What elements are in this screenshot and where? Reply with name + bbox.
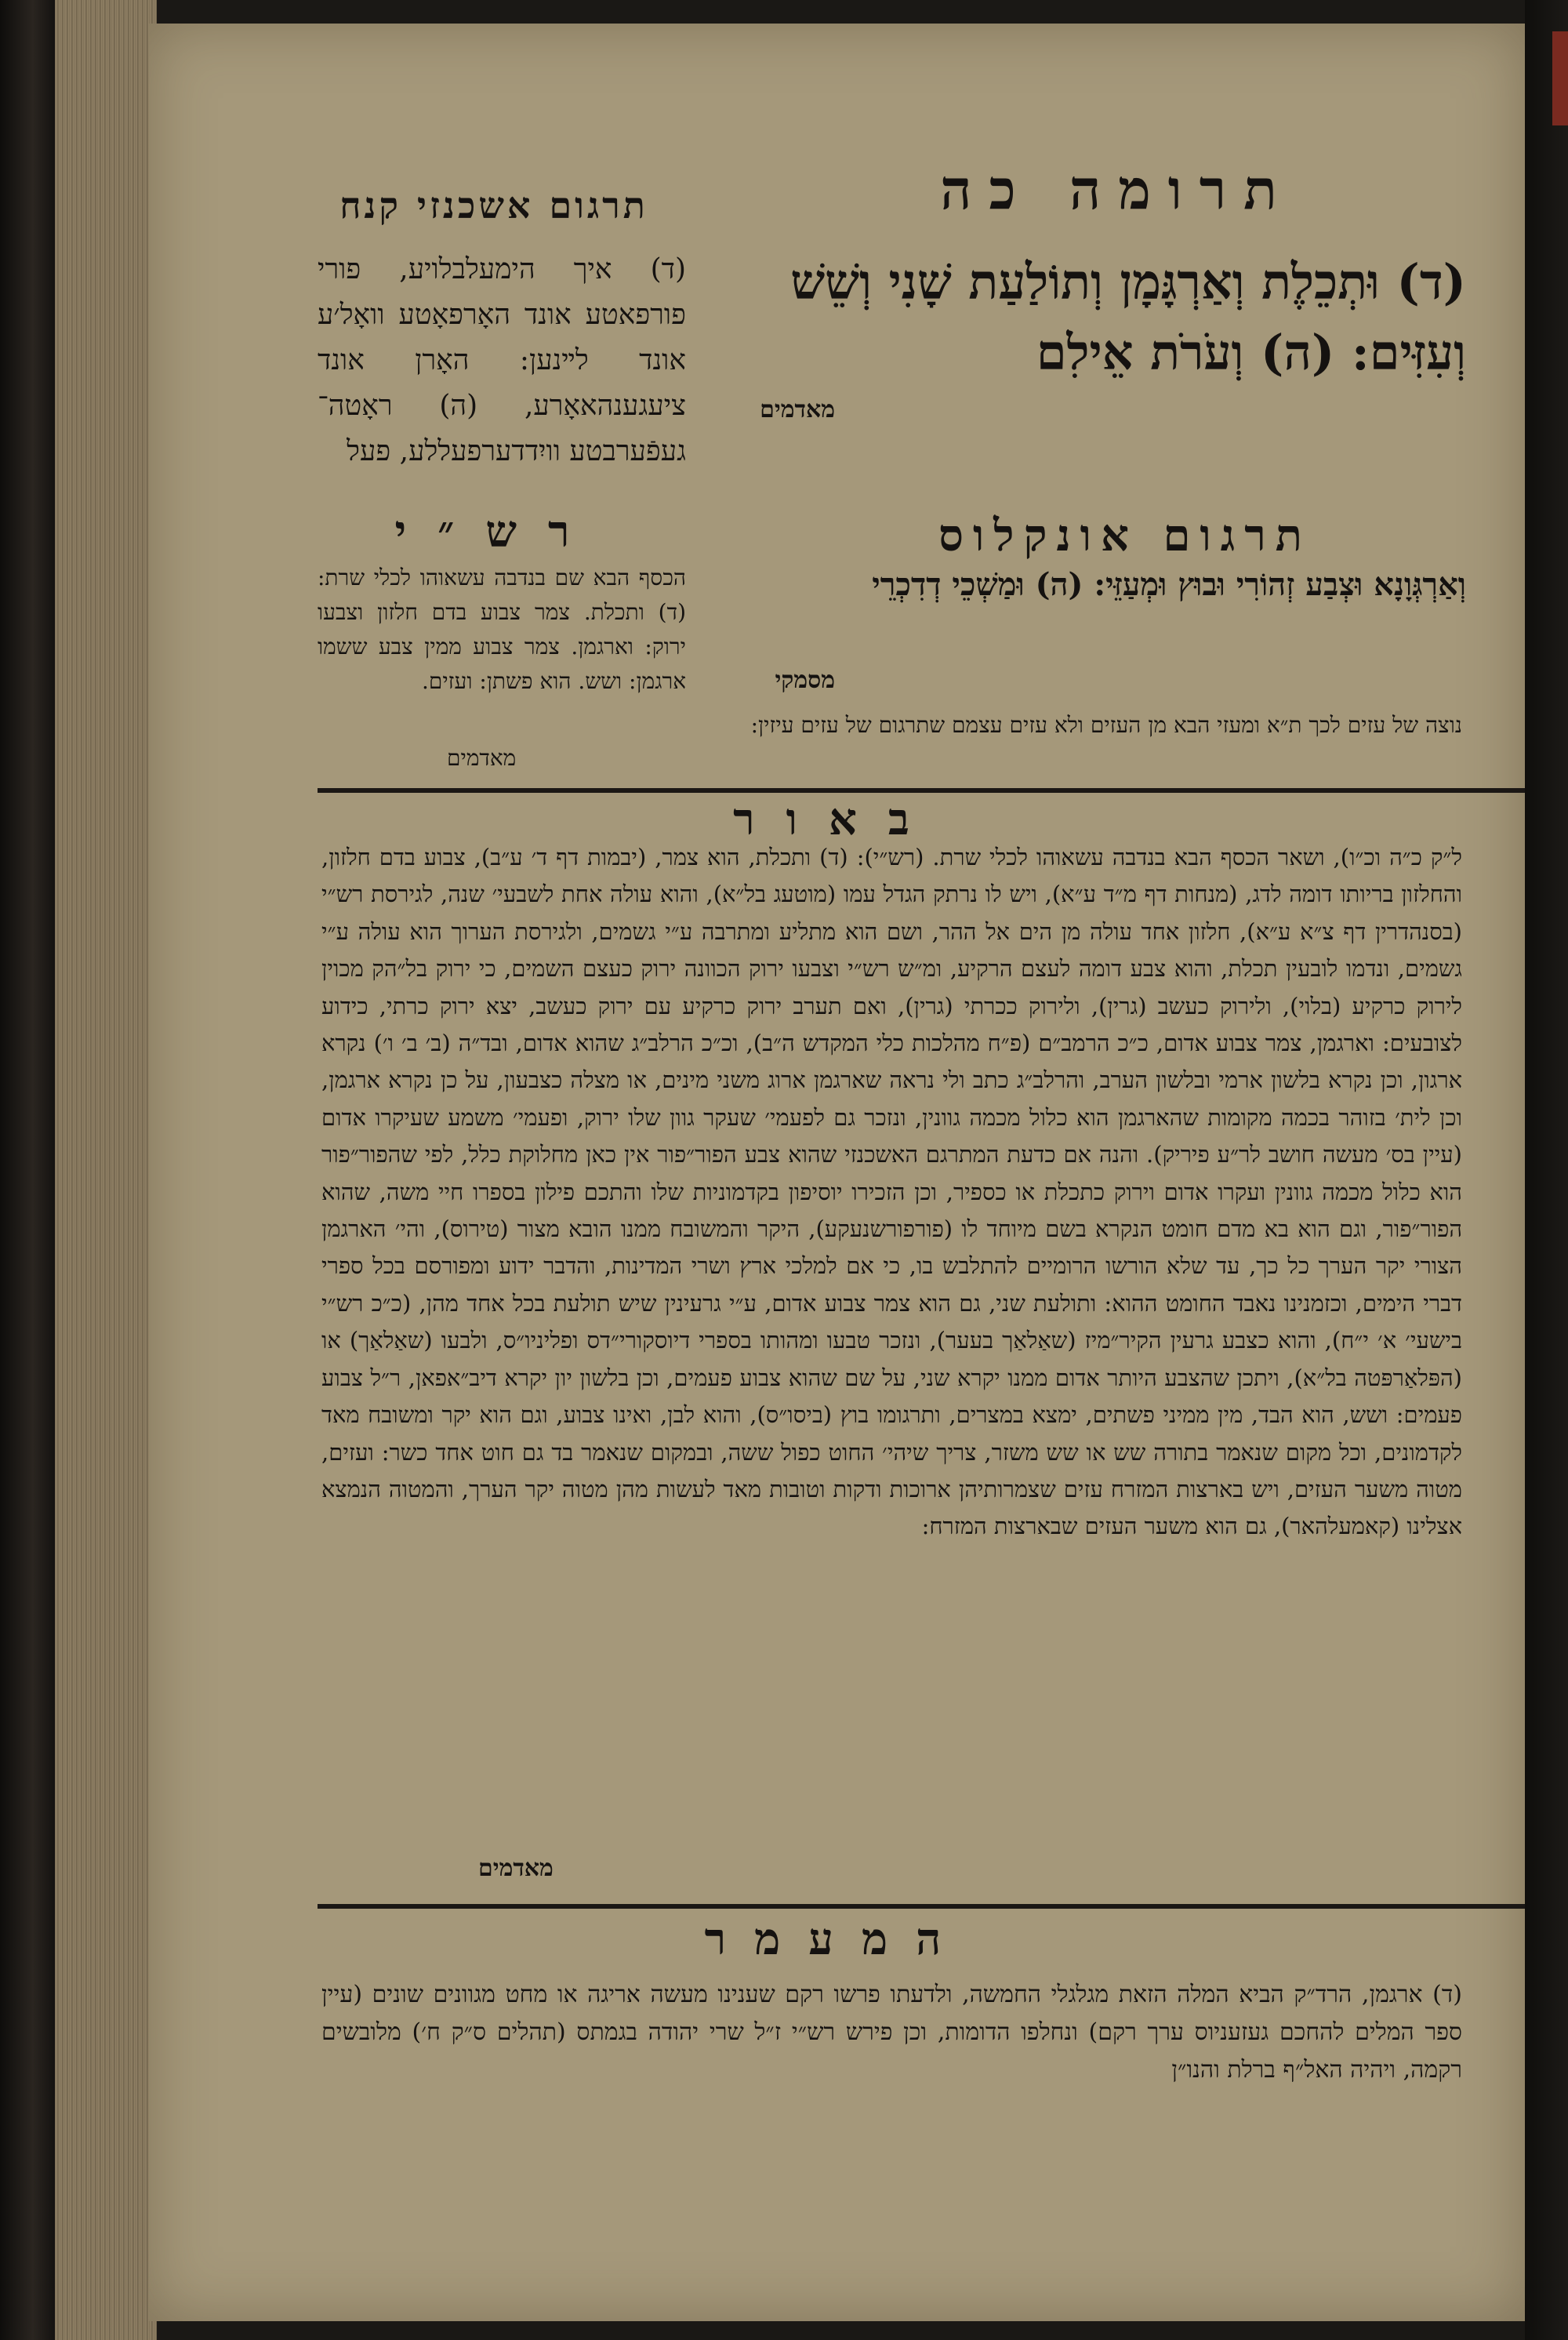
- biur-text: ל״ק כ״ה וכ״ו), ושאר הכסף הבא בנדבה עשאוהו לכלי שרת. (רש״י): (ד) ותכלת, הוא צמר, (יבמות דף ד׳ ע״ב), צבוע בדם חלזון, והחלזון בריותו דומה לדג, (מנחות דף מ״ד ע״א), ויש לו נרתק הגדל עמו (מוטעג בל״א), והוא עולה אחת לשבעי׳ שנה, לגירסת רש״י (בסנהדרין דף צ״א ע״א), חלזון אחד עולה מן הים אל ההר, ושם הוא מתליע ומתרבה ע״י גשמים, ולגירסת הערוך הוא עולה ע״י גשמים, ונדמו לובעין תכלת, והוא צבע דומה לעצם הרקיע, ומ״ש רש״י וצבעו ירוק הכוונה ירוק כעצם השמים, כי ירוק בל״הק מכוין לירוק כרקיע (בלוי), ולירוק כעשב (גרין), ולירוק ככרתי (גרין), ואם תערב ירוק כרקיע עם ירוק כעשב, יצא ירוק כרתי, כידוע לצובעים: וארגמן, צמר צבוע אדום, כ״כ הרמב״ם (פ״ח מהלכות כלי המקדש ה״ב), וכ״כ הרלב״ג שהוא אדום, ובד״ה (ב׳ ב׳ ו׳) נקרא ארגון, וכן נקרא בלשון ארמי ובלשון הערב, והרלב״ג כתב ולי נראה שארגמן ארוג משני מינים, או מצלה כצבעון, על כן נקרא ארגמן, וכן לית׳ בזוהר בכמה מקומות שהארגמן הוא כלול מכמה גוונין, ונזכר גם לפעמי׳ שעקר גוון שלו ירוק, ופעמי׳ משמע שעיקרו אדום (עיין בס׳ מעשה חושב לר״ע פיריק). והנה אם כדעת המתרגם האשכנזי שהוא צבע הפור״פור אין כאן מחלוקת כלל, לפי שהפור״פור הוא כלול מכמה גוונין ועקרו אדום וירוק כתכלת או כספיר, וכן הזכירו יוסיפון בקדמוניות שלו והתכם פילון בספרו חיי משה, שהוא הפור״פור, וגם הוא בא מדם חומט הנקרא בשם מיוחד לו (פורפורשנעקע), היקר והמשובח ממנו הובא מצור (טירוס), והי׳ הארגמן הצורי יקר הערך כל כך, עד שלא הורשו הרומיים להתלבש בו, כי אם למלכי ארץ ושרי המדינות, והדבר ידוע ומפורסם בכל ספרי דברי הימים, וכזמנינו נאבד החומט ההוא: ותולעת שני, גם הוא צמר צבוע אדום, ע״י גרעינין שיש תולעת בכל אחד מהן, (כ״כ רש״י בישעי׳ א׳ י״ח), והוא כצבע גרעין הקיר״מיז (שאַלאַך בעער), ונזכר טבעו ומהותו בספרי דיוסקורי״דס ופליניו״ס, ולבעו (שאַלאַך) או (הפּלאַרפּטה בל״א), ויתכן שהצבע היותר אדום ממנו יקרא שני, על שם שהוא צבוע פעמים, וכן בלשון יון יקרא דיב״אפאן, ר״ל צבוע פעמים: ושש, הוא הבד, מין ממיני פשתים, ימצא במצרים, ותרגומו בוץ (ביסו״ס), והוא לבן, ואינו צבוע, וגם הוא יקר ומשובח מאד לקדמונים, וכל מקום שנאמר בתורה שש או שש משזר, צריך שיהי׳ החוט כפול ששה, ובמקום שנאמר בד גם חוט אחד כשר: ועזים, מטוה משער העזים, ויש בארצות המזרח עזים שצמרותיהן ארוכות ודקות וטובות מאד לעשות מהן מטוה יקר הערך, והמטוה הנמצא אצלינו (קאמעלהאר), גם הוא משער העזים שבארצות המזרח:: [321, 844, 1462, 1540]
- next-page-edge: [1525, 0, 1568, 2340]
- section-divider: [318, 1904, 1568, 1909]
- page-edges: [55, 0, 157, 2340]
- hamaamar-heading: המעמר: [704, 1913, 970, 1965]
- section-divider: [318, 788, 1568, 793]
- rashi-tail-word: מאדמים: [447, 745, 517, 771]
- torah-verse: (ד) וּתְכֵלֶת וְאַרְגָּמָן וְתוֹלַעַת שָׁנִי וְשֵׁשׁ וְעִזִּים: (ה) וְעֹרֹת אֵילִם: [790, 253, 1466, 381]
- book-page: [149, 24, 1525, 2321]
- biur-tail-word: מאדמים: [478, 1855, 554, 1882]
- onkelos-continuation: מסמקי: [775, 667, 835, 694]
- book-spine: [0, 0, 55, 2340]
- rashi-heading: רש״י: [394, 506, 601, 558]
- yiddish-translation-text: (ד) איך הימעלבלויע, פורי פורפאטע אונד האָרפאָטע וואָל׳ע אונד לײנען: האָרן אונד ציעגענהאאָרע, (ה) ראָטה־ געפֿערבטע וויִדדערפעללע, פעל: [318, 253, 686, 467]
- biur-heading: באור: [733, 794, 941, 845]
- onkelos-text: וְאַרְגְּוָנָא וּצְבַע זְהוֹרִי וּבוּץ וּמְעַזֵּי: (ה) וּמַשְׁכֵי דְדִכְרֵי: [872, 566, 1466, 603]
- rashi-continuation: נוצה של עזים לכך ת״א ומעזי הבא מן העזים ולא עזים עצמם שתרגום של עזים עיזין:: [750, 712, 1462, 738]
- hamaamar-text: (ד) ארגמן, הרד״ק הביא המלה הזאת מגלגלי החמשה, ולדעתו פרשו רקם שענינו מעשה אריגה או מחט מגוונים שונים (עיין ספר המלים להחכם געזעניוס ערך רקם) ונחלפו הדומות, וכן פירש רש״י ז״ל שרי יהודה בגמתס (תהלים ס״ק ח׳) מלובשים רקמה, ויהיה האל״ף ברלת והנו״ן: [321, 1981, 1462, 2084]
- onkelos-heading: תרגום אונקלוס: [938, 510, 1312, 561]
- torah-verse-continuation: מאדמים: [760, 396, 835, 423]
- parsha-heading: תרומה כה: [940, 157, 1294, 222]
- yiddish-translation-heading: תרגום אשכנזי קנח: [339, 184, 648, 227]
- rashi-text: הכסף הבא שם בנדבה עשאוהו לכלי שרת: (ד) ותכלת. צמר צבוע בדם חלזון וצבעו ירוק: וארגמן. צמר צבוע ממין צבע ששמו ארגמן: ושש. הוא פשתן: ועזים.: [318, 565, 686, 694]
